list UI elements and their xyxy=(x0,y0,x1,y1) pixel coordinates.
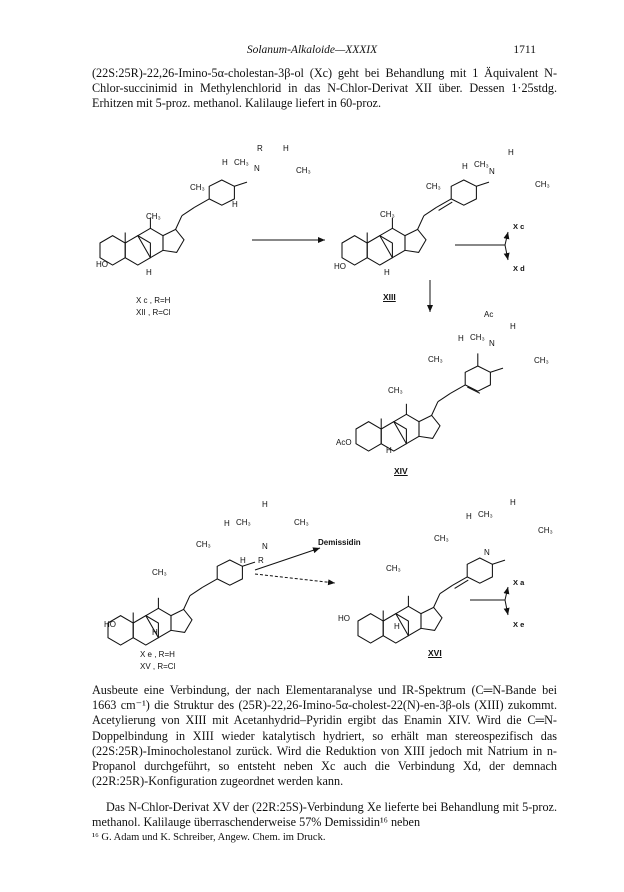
atom-ch3: CH₃ xyxy=(428,355,443,364)
structure-xvi xyxy=(358,558,505,643)
structure-xc xyxy=(100,180,247,265)
atom-h: H xyxy=(224,519,230,528)
atom-ho: HO xyxy=(104,620,116,629)
atom-ch3: CH₃ xyxy=(296,166,311,175)
atom-n: N xyxy=(489,167,495,176)
atom-ch3: CH₃ xyxy=(152,568,167,577)
atom-h: H xyxy=(222,158,228,167)
atom-ch3: CH₃ xyxy=(535,180,550,189)
atom-ho: HO xyxy=(338,614,350,623)
atom-ac: Ac xyxy=(484,310,494,319)
atom-ch3: CH₃ xyxy=(538,526,553,535)
atom-r: R xyxy=(258,556,264,565)
atom-n: N xyxy=(254,164,260,173)
body-paragraph: Ausbeute eine Verbindung, der nach Elementaranalyse und IR-Spektrum (C═N-Bande bei 1663 cm⁻¹) die Struktur des (25R)-22,26-Imino-5α-cholest-22(N)-en-3β-ols (XIII) zukommt. Acetylierung von XIII mit Acetanhydrid–Pyridin ergibt das Enamin XIV. Wird die C═N-Doppelbindung in XIII wieder katalytisch hydriert, so erhält man stereospezifisch das (22S:25R)-Iminocholestanol zurück. Wird die Reduktion von XIII jedoch mit Natrium in n-Propanol durchgeführt, so entsteht neben Xc auch die Verbindung Xd, der demnach (22R:25R)-Konfiguration zugeordnet werden kann. xyxy=(92,683,557,789)
atom-ch3: CH₃ xyxy=(478,510,493,519)
atom-ch3: CH₃ xyxy=(470,333,485,342)
footnote: ¹⁶ G. Adam und K. Schreiber, Angew. Chem. im Druck. xyxy=(92,832,326,843)
legend-xv: XV , R=Cl xyxy=(140,662,176,671)
atom-ch3: CH₃ xyxy=(434,534,449,543)
atom-ch3: CH₃ xyxy=(294,518,309,527)
compound-label-xiii: XIII xyxy=(383,292,396,302)
body-paragraph-2: Das N-Chlor-Derivat XV der (22R:25S)-Verbindung Xe lieferte bei Behandlung mit 5-proz. methanol. Kalilauge überraschenderweise 57% Demissidin¹⁶ neben xyxy=(92,800,557,830)
atom-h: H xyxy=(240,556,246,565)
atom-ch3: CH₃ xyxy=(534,356,549,365)
intro-paragraph: (22S:25R)-22,26-Imino-5α-cholestan-3β-ol (Xc) geht bei Behandlung mit 1 Äquivalent N-Chlor-succinimid in Methylenchlorid in das N-Chlor-Derivat XII über. Dessen 1·25stdg. Erhitzen mit 5-proz. methanol. Kalilauge liefert in 60-proz. xyxy=(92,66,557,111)
structure-xiii xyxy=(342,180,489,265)
compound-label-xiv: XIV xyxy=(394,466,408,476)
atom-ch3: CH₃ xyxy=(196,540,211,549)
legend-xe: X e , R=H xyxy=(140,650,175,659)
atom-n: N xyxy=(489,339,495,348)
page-number: 1711 xyxy=(513,44,536,56)
atom-n: N xyxy=(262,542,268,551)
atom-ch3: CH₃ xyxy=(190,183,205,192)
atom-h: H xyxy=(510,322,516,331)
atom-h: H xyxy=(466,512,472,521)
legend-xii: XII , R=Cl xyxy=(136,308,171,317)
ref-xe: X e xyxy=(513,620,525,629)
atom-h: H xyxy=(508,148,514,157)
running-header-title: Solanum-Alkaloide—XXXIX xyxy=(246,44,378,56)
reagent-label: Demissidin xyxy=(318,538,361,547)
atom-h: H xyxy=(462,162,468,171)
ref-xc: X c xyxy=(513,222,525,231)
atom-h: H xyxy=(146,268,152,277)
atom-h: H xyxy=(262,500,268,509)
structure-xe xyxy=(108,560,255,645)
compound-label-xvi: XVI xyxy=(428,648,442,658)
atom-h: H xyxy=(458,334,464,343)
atom-ch3: CH₃ xyxy=(234,158,249,167)
atom-r: R xyxy=(257,144,263,153)
atom-ch3: CH₃ xyxy=(236,518,251,527)
atom-ch3: CH₃ xyxy=(388,386,403,395)
ref-xd: X d xyxy=(513,264,525,273)
atom-ch3: CH₃ xyxy=(386,564,401,573)
atom-h: H xyxy=(384,268,390,277)
atom-ch3: CH₃ xyxy=(146,212,161,221)
atom-n: N xyxy=(484,548,490,557)
legend-xc: X c , R=H xyxy=(136,296,171,305)
ref-xa: X a xyxy=(513,578,525,587)
atom-h: H xyxy=(394,622,400,631)
atom-h: H xyxy=(283,144,289,153)
atom-ch3: CH₃ xyxy=(474,160,489,169)
atom-h: H xyxy=(232,200,238,209)
atom-h: H xyxy=(386,446,392,455)
atom-h: H xyxy=(152,628,158,637)
atom-ho: HO xyxy=(334,262,346,271)
atom-ch3: CH₃ xyxy=(380,210,395,219)
atom-h: H xyxy=(510,498,516,507)
atom-ho: HO xyxy=(96,260,108,269)
atom-ch3: CH₃ xyxy=(426,182,441,191)
structure-xiv xyxy=(356,353,503,451)
atom-aco: AcO xyxy=(336,438,352,447)
